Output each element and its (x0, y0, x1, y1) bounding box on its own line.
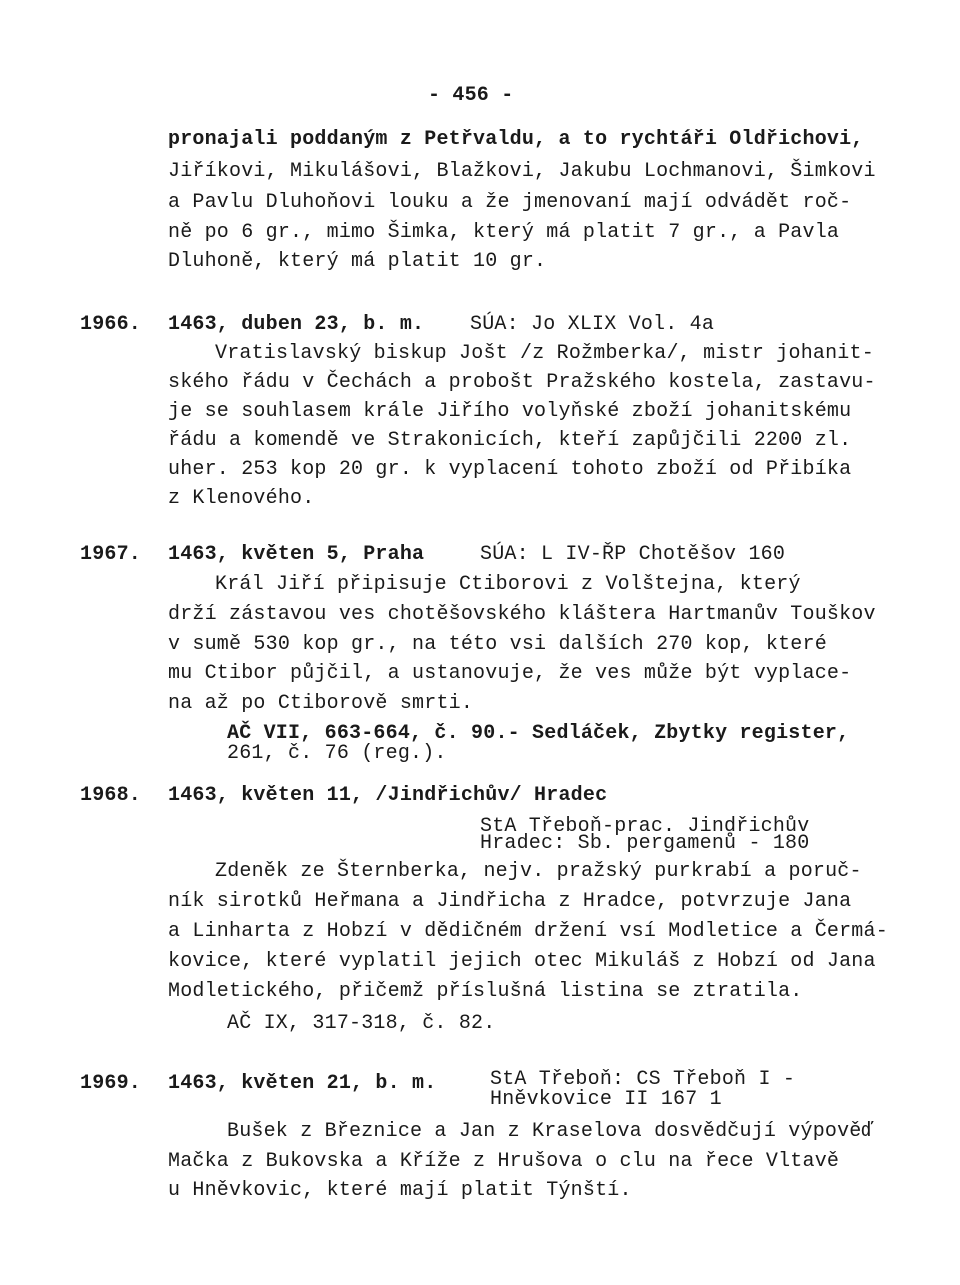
entry-body-line: v sumě 530 kop gr., na této vsi dalších 270 kop, které (168, 633, 827, 656)
entry-body-line: kovice, které vyplatil jejich otec Mikuláš z Hobzí od Jana (168, 950, 876, 973)
entry-body-line: Zdeněk ze Šternberka, nejv. pražský purkrabí a poruč- (215, 860, 862, 883)
intro-line: Jiříkovi, Mikulášovi, Blažkovi, Jakubu Lochmanovi, Šimkovi (168, 160, 876, 183)
intro-line: Dluhoně, který má platit 10 gr. (168, 250, 547, 273)
entry-header: 1463, květen 5, Praha (168, 543, 425, 566)
entry-body-line: mu Ctibor půjčil, a ustanovuje, že ves může být vyplace- (168, 662, 852, 685)
entry-number: 1969. (80, 1072, 142, 1095)
entry-number: 1966. (80, 313, 142, 336)
intro-line: pronajali poddaným z Petřvaldu, a to rychtáři Oldřichovi, (168, 128, 864, 151)
entry-reference: AČ IX, 317-318, č. 82. (227, 1012, 496, 1035)
entry-number: 1967. (80, 543, 142, 566)
entry-source: Hradec: Sb. pergamenů - 180 (480, 832, 810, 855)
entry-body-line: ník sirotků Heřmana a Jindřicha z Hradce, potvrzuje Jana (168, 890, 852, 913)
entry-body-line: z Klenového. (168, 487, 315, 510)
entry-body-line: Modletického, přičemž příslušná listina se ztratila. (168, 980, 803, 1003)
entry-source: SÚA: L IV-ŘP Chotěšov 160 (480, 543, 786, 566)
entry-body-line: uher. 253 kop 20 gr. k vyplacení tohoto zboží od Přibíka (168, 458, 852, 481)
entry-body-line: na až po Ctiborově smrti. (168, 692, 474, 715)
entry-body-line: Vratislavský biskup Jošt /z Rožmberka/, mistr johanit- (215, 342, 874, 365)
entry-source: StA Třeboň-prac. Jindřichův (480, 815, 810, 838)
entry-body-line: Král Jiří připisuje Ctiborovi z Volštejna, který (215, 573, 801, 596)
entry-body-line: u Hněvkovic, které mají platit Týnští. (168, 1179, 632, 1202)
entry-body-line: ského řádu v Čechách a probošt Pražského kostela, zastavu- (168, 371, 876, 394)
entry-header: 1463, květen 11, /Jindřichův/ Hradec (168, 784, 608, 807)
entry-reference: AČ VII, 663-664, č. 90.- Sedláček, Zbytky register, (227, 722, 850, 745)
entry-header: 1463, duben 23, b. m. (168, 313, 425, 336)
intro-line: ně po 6 gr., mimo Šimka, který má platit 7 gr., a Pavla (168, 221, 840, 244)
entry-body-line: Bušek z Březnice a Jan z Kraselova dosvědčují výpověď (227, 1120, 874, 1143)
entry-body-line: Mačka z Bukovska a Kříže z Hrušova o clu na řece Vltavě (168, 1150, 840, 1173)
entry-body-line: je se souhlasem krále Jiřího volyňské zboží johanitskému (168, 400, 852, 423)
entry-source: SÚA: Jo XLIX Vol. 4a (470, 313, 715, 336)
entry-source: StA Třeboň: CS Třeboň I - (490, 1068, 796, 1091)
entry-number: 1968. (80, 784, 142, 807)
entry-header: 1463, květen 21, b. m. (168, 1072, 437, 1095)
page-number: - 456 - (428, 84, 514, 107)
entry-body-line: řádu a komendě ve Strakonicích, kteří zapůjčili 2200 zl. (168, 429, 852, 452)
entry-reference: 261, č. 76 (reg.). (227, 742, 447, 765)
entry-body-line: drží zástavou ves chotěšovského kláštera Hartmanův Touškov (168, 603, 876, 626)
intro-line: a Pavlu Dluhoňovi louku a že jmenovaní mají odvádět roč- (168, 191, 852, 214)
entry-body-line: a Linharta z Hobzí v dědičném držení vsí Modletice a Čermá- (168, 920, 888, 943)
entry-source: Hněvkovice II 167 1 (490, 1088, 722, 1111)
